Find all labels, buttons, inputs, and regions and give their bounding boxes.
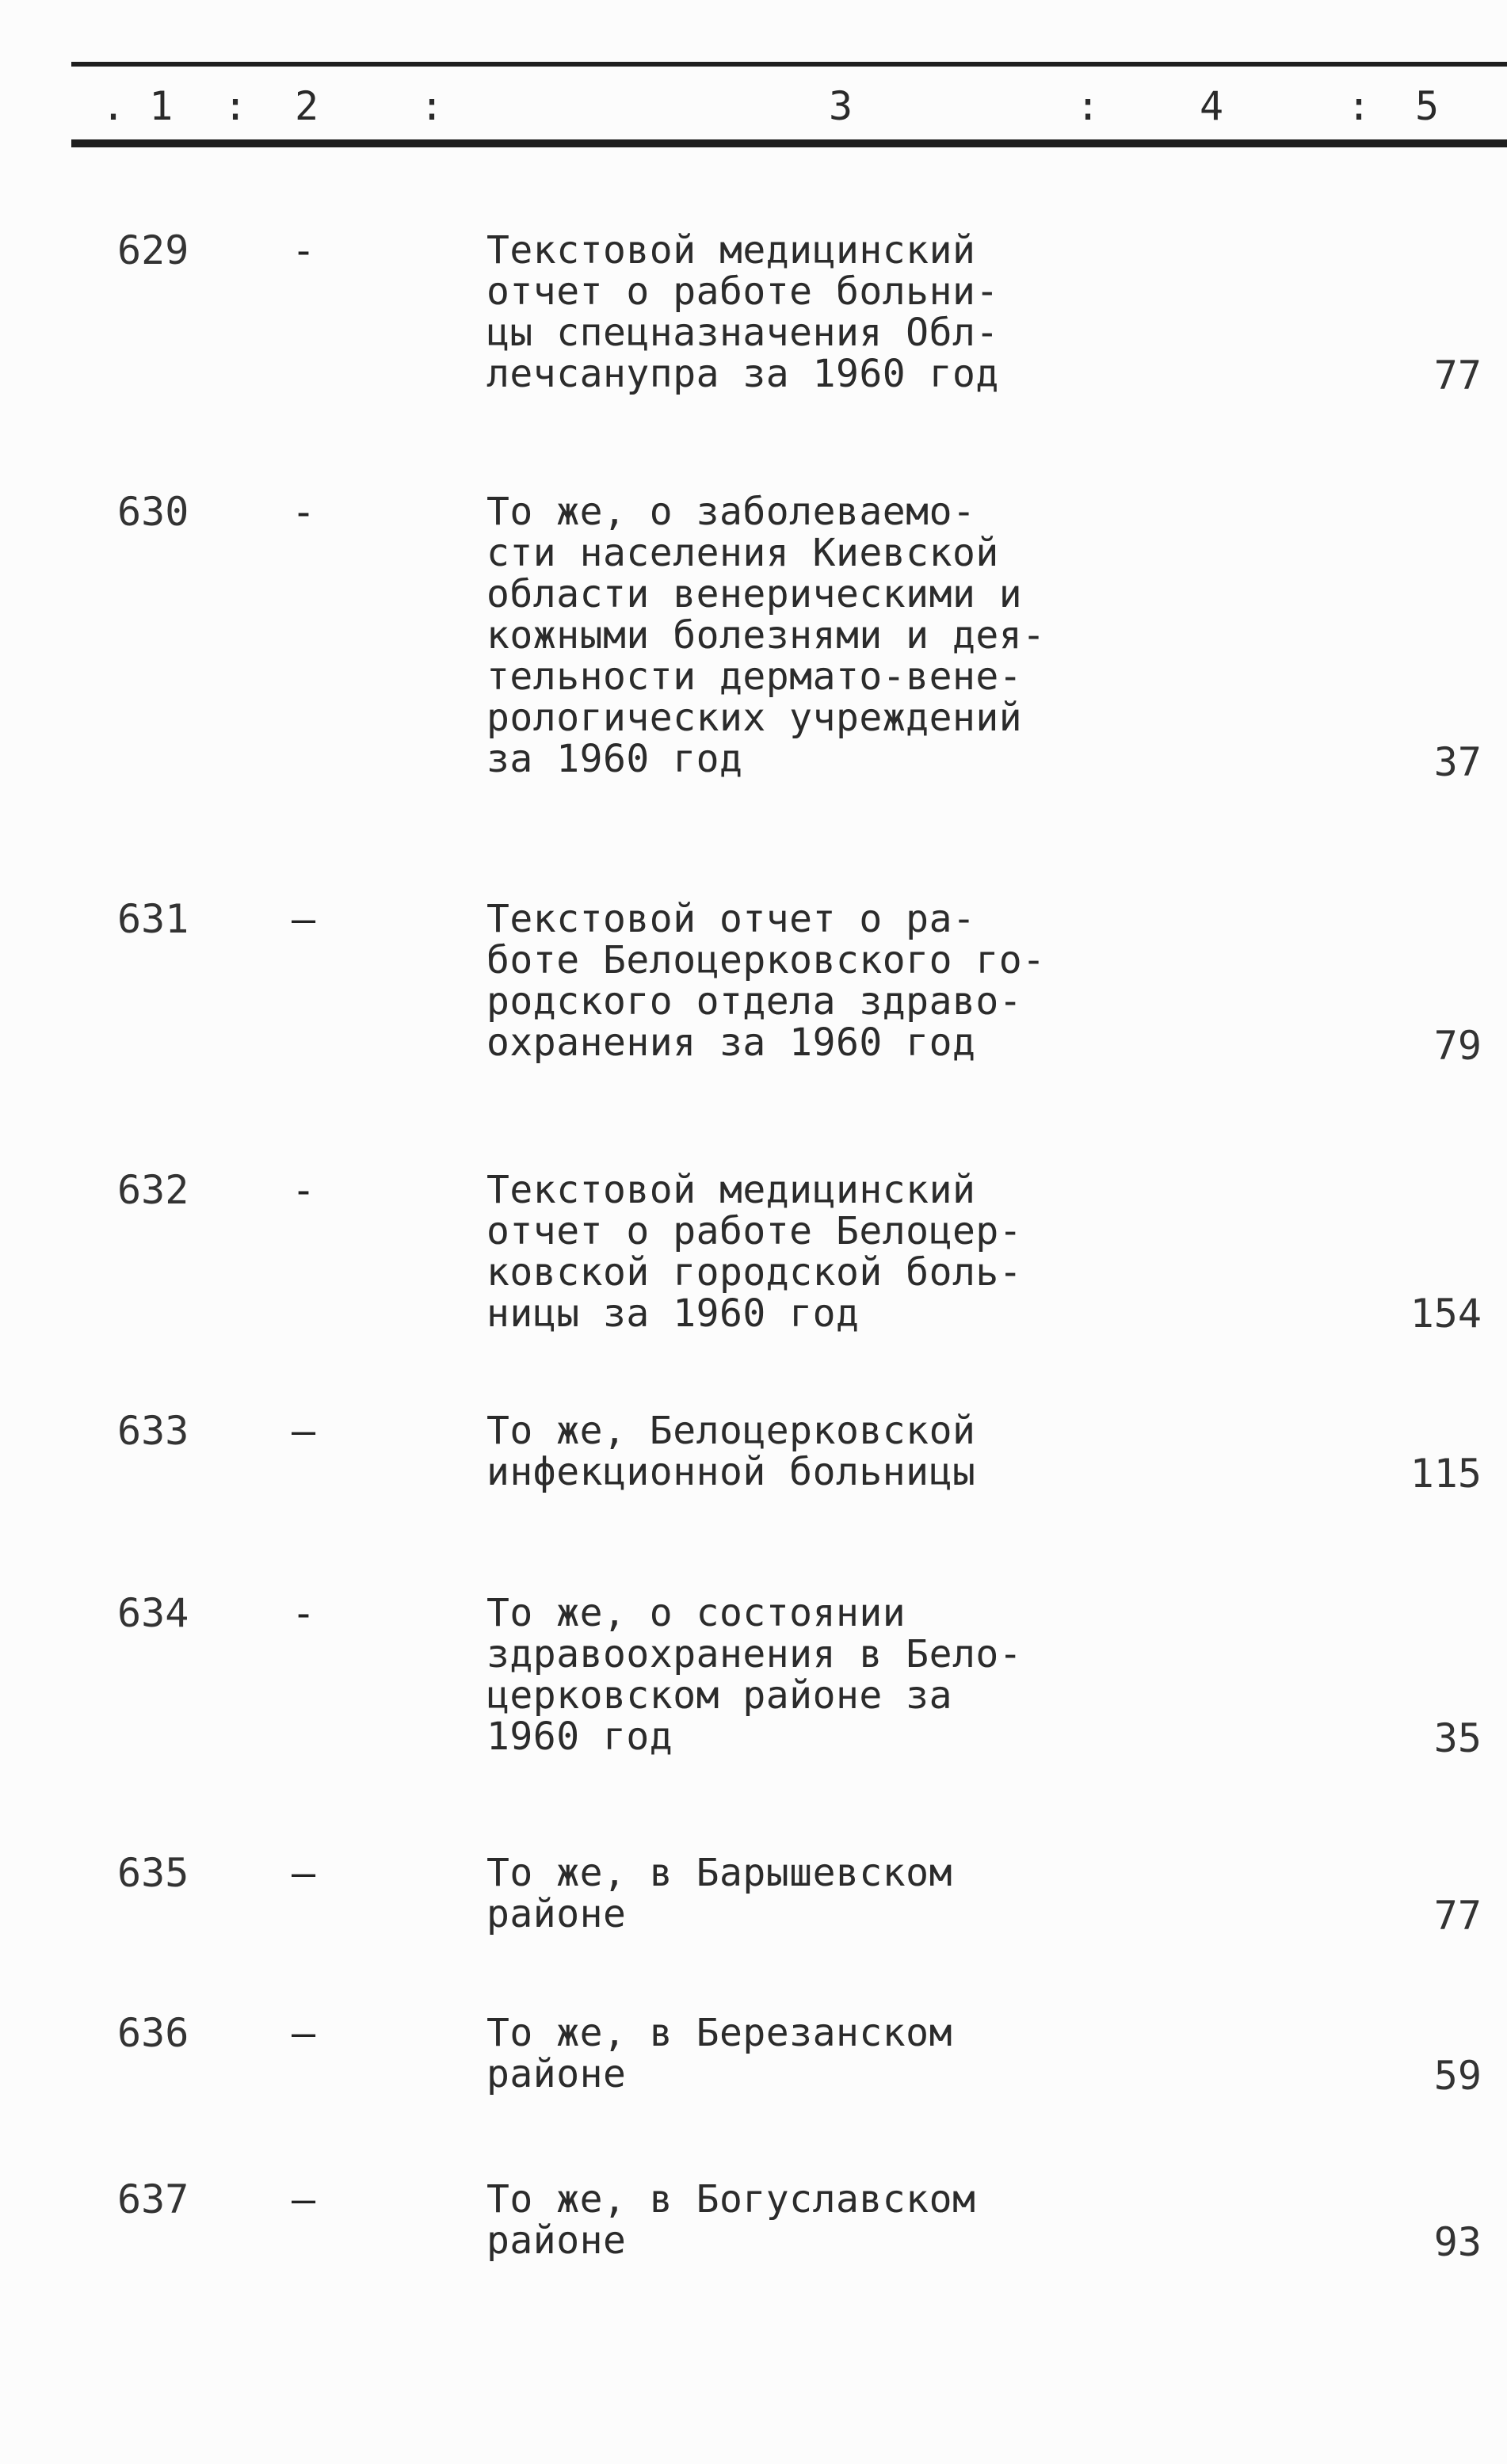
row-dash: – bbox=[292, 896, 316, 942]
row-number: 630 bbox=[117, 489, 189, 535]
row-number: 636 bbox=[117, 2010, 189, 2056]
row-page-count: 115 bbox=[1410, 1451, 1482, 1497]
row-description: То же, в Березанском районе bbox=[486, 2011, 952, 2096]
header-separator-2: : bbox=[420, 83, 444, 129]
row-page-count: 79 bbox=[1433, 1023, 1482, 1069]
row-dash: - bbox=[292, 227, 316, 273]
row-number: 634 bbox=[117, 1590, 189, 1636]
row-number: 631 bbox=[117, 896, 189, 942]
row-dash: – bbox=[292, 1850, 316, 1896]
row-page-count: 35 bbox=[1433, 1715, 1482, 1761]
row-page-count: 93 bbox=[1433, 2219, 1482, 2265]
row-dash: - bbox=[292, 489, 316, 535]
header-col-5: 5 bbox=[1415, 83, 1440, 129]
header-separator-3: : bbox=[1076, 83, 1101, 129]
row-dash: – bbox=[292, 2010, 316, 2056]
row-number: 632 bbox=[117, 1167, 189, 1213]
row-page-count: 59 bbox=[1433, 2053, 1482, 2099]
row-dash: – bbox=[292, 2176, 316, 2222]
header-separator-4: : bbox=[1347, 83, 1372, 129]
row-page-count: 77 bbox=[1433, 1893, 1482, 1939]
row-description: То же, о заболеваемо- сти населения Киевской области венерическими и кожными болезнями и дея- тельности дермато-вене- рологических учреждений за 1960 год bbox=[486, 490, 1046, 781]
row-page-count: 154 bbox=[1410, 1291, 1482, 1337]
row-page-count: 77 bbox=[1433, 353, 1482, 399]
header-col-1: . 1 bbox=[101, 83, 174, 129]
row-description: Текстовой отчет о ра- боте Белоцерковского го- родского отдела здраво- охранения за 1960 год bbox=[486, 897, 1046, 1065]
row-description: Текстовой медицинский отчет о работе больни- цы спецназначения Обл- лечсанупра за 1960 год bbox=[486, 228, 999, 396]
header-col-3: 3 bbox=[829, 83, 853, 129]
row-description: То же, в Богуславском районе bbox=[486, 2177, 976, 2263]
row-number: 637 bbox=[117, 2176, 189, 2222]
header-separator-1: : bbox=[223, 83, 248, 129]
row-description: Текстовой медицинский отчет о работе Белоцер- ковской городской боль- ницы за 1960 год bbox=[486, 1168, 1023, 1336]
row-dash: – bbox=[292, 1408, 316, 1454]
row-number: 635 bbox=[117, 1850, 189, 1896]
header-top-rule bbox=[71, 62, 1507, 67]
header-col-2: 2 bbox=[295, 83, 319, 129]
row-description: То же, о состоянии здравоохранения в Бело- церковском районе за 1960 год bbox=[486, 1591, 1023, 1759]
row-number: 633 bbox=[117, 1408, 189, 1454]
row-dash: - bbox=[292, 1167, 316, 1213]
row-description: То же, Белоцерковской инфекционной больницы bbox=[486, 1409, 976, 1494]
header-col-4: 4 bbox=[1200, 83, 1224, 129]
row-number: 629 bbox=[117, 227, 189, 273]
header-bottom-rule bbox=[71, 139, 1507, 147]
row-description: То же, в Барышевском районе bbox=[486, 1851, 952, 1936]
row-page-count: 37 bbox=[1433, 739, 1482, 785]
row-dash: - bbox=[292, 1590, 316, 1636]
